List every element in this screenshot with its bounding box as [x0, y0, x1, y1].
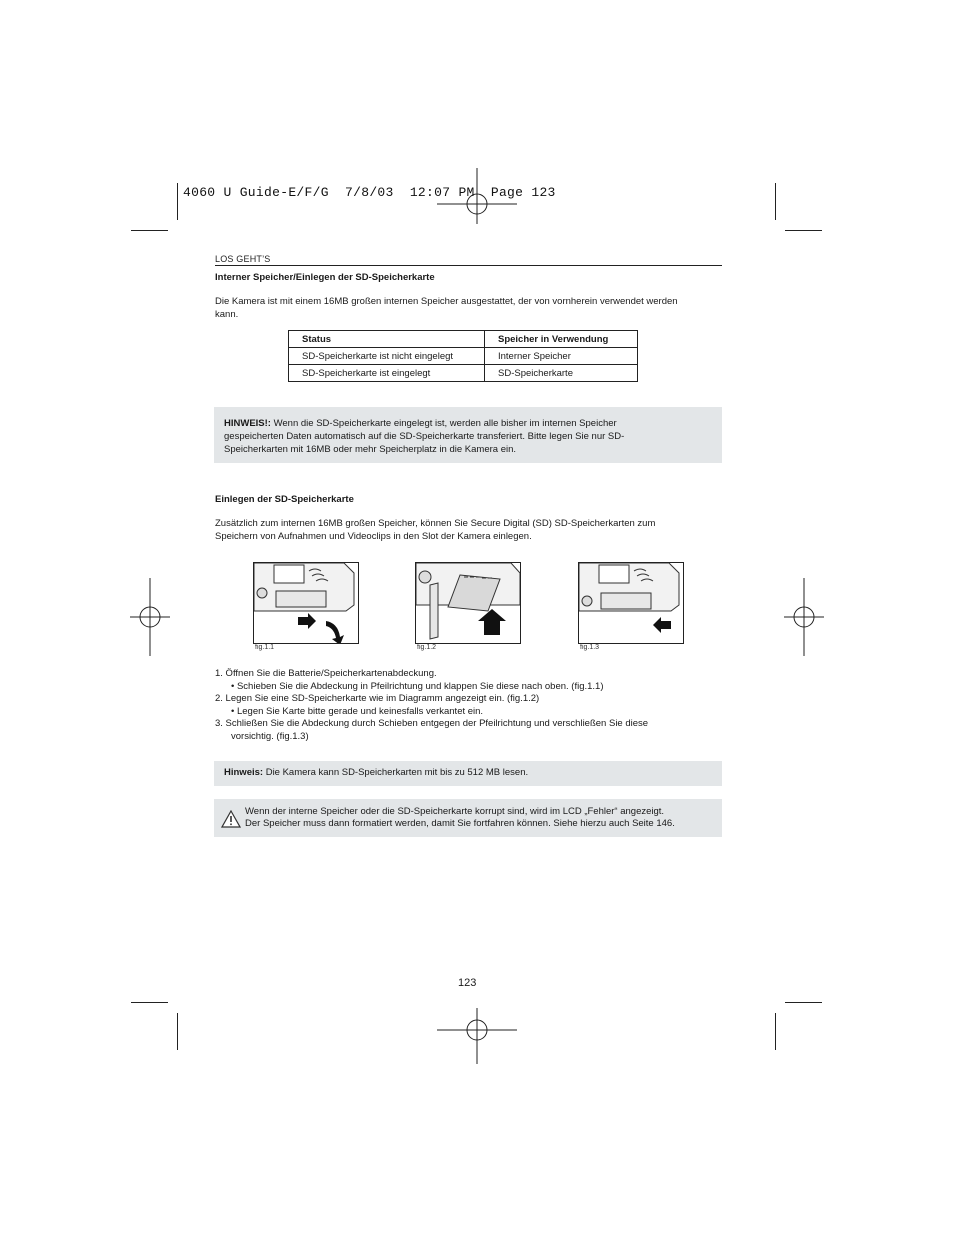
note-text: Die Kamera kann SD-Speicherkarten mit bis zu 512 MB lesen. — [263, 767, 529, 778]
note-line-3: Speicherkarten mit 16MB oder mehr Speicherplatz in die Kamera ein. — [224, 444, 517, 455]
note-label: HINWEIS!: — [224, 418, 271, 429]
page-number: 123 — [458, 977, 477, 989]
figure-1-2 — [415, 562, 521, 644]
insert-card-line-1: Zusätzlich zum internen 16MB großen Speicher, können Sie Secure Digital (SD) SD-Speicherkarten zum — [215, 518, 656, 529]
intro-line-2: kann. — [215, 309, 239, 320]
insert-card-heading: Einlegen der SD-Speicherkarte — [215, 494, 354, 505]
figure-1-1 — [253, 562, 359, 644]
step-2: 2. Legen Sie eine SD-Speicherkarte wie im Diagramm angezeigt ein. (fig.1.2) — [215, 693, 540, 704]
note-line-1 — [224, 418, 617, 431]
table-cell: Interner Speicher — [485, 348, 638, 365]
step-1: 1. Öffnen Sie die Batterie/Speicherkartenabdeckung. — [215, 668, 437, 679]
figure-caption: fig.1.1 — [255, 644, 275, 651]
table-cell: SD-Speicherkarte ist eingelegt — [289, 365, 485, 382]
table-header-memory: Speicher in Verwendung — [485, 331, 638, 348]
registration-mark-icon — [437, 1008, 517, 1064]
crop-mark — [785, 230, 822, 231]
table-header-row — [289, 331, 638, 348]
registration-mark-icon — [130, 578, 170, 656]
crop-mark — [177, 183, 178, 220]
table-cell: SD-Speicherkarte — [485, 365, 638, 382]
insert-card-line-2: Speichern von Aufnahmen und Videoclips in den Slot der Kamera einlegen. — [215, 531, 532, 542]
crop-mark — [775, 183, 776, 220]
note-box — [214, 761, 722, 786]
table-header-status: Status — [289, 331, 485, 348]
table-row — [289, 348, 638, 365]
table-cell: SD-Speicherkarte ist nicht eingelegt — [289, 348, 485, 365]
step-3: 3. Schließen Sie die Abdeckung durch Schieben entgegen der Pfeilrichtung und verschließen Sie diese — [215, 718, 649, 729]
step-2-bullet: • Legen Sie Karte bitte gerade und keinesfalls verkantet ein. — [231, 706, 484, 717]
figure-caption: fig.1.2 — [417, 644, 437, 651]
intro-line-1: Die Kamera ist mit einem 16MB großen internen Speicher ausgestattet, der von vornherein verwendet werden — [215, 296, 678, 307]
figure-caption: fig.1.3 — [580, 644, 600, 651]
crop-mark — [785, 1002, 822, 1003]
note-line — [224, 767, 528, 780]
note-label: Hinweis: — [224, 767, 264, 778]
internal-memory-heading: Interner Speicher/Einlegen der SD-Speicherkarte — [215, 272, 435, 283]
note-text: Wenn die SD-Speicherkarte eingelegt ist, werden alle bisher im internen Speicher — [270, 418, 617, 429]
registration-mark-icon — [784, 578, 824, 656]
crop-mark — [177, 1013, 178, 1050]
camera-cover-open-illustration — [254, 563, 358, 643]
crop-mark — [131, 1002, 168, 1003]
warning-box — [214, 799, 722, 837]
step-1-bullet: • Schieben Sie die Abdeckung in Pfeilrichtung und klappen Sie diese nach oben. (fig.1.1) — [231, 681, 604, 692]
crop-mark — [131, 230, 168, 231]
warning-triangle-icon — [221, 810, 241, 828]
section-label: LOS GEHT’S — [215, 254, 271, 264]
crop-mark — [775, 1013, 776, 1050]
print-slug: 4060 U Guide-E/F/G 7/8/03 12:07 PM Page 123 — [183, 185, 556, 200]
table-row — [289, 365, 638, 382]
sd-card-insert-illustration — [416, 563, 520, 643]
section-rule — [215, 265, 722, 266]
note-line-2: gespeicherten Daten automatisch auf die SD-Speicherkarte transferiert. Bitte legen Sie nur SD- — [224, 431, 625, 442]
note-box — [214, 407, 722, 463]
figure-1-3 — [578, 562, 684, 644]
memory-status-table — [288, 330, 638, 382]
step-3-continued: vorsichtig. (fig.1.3) — [231, 731, 309, 742]
warning-line-1: Wenn der interne Speicher oder die SD-Speicherkarte korrupt sind, wird im LCD „Fehler“ angezeigt. — [245, 806, 665, 817]
warning-line-2: Der Speicher muss dann formatiert werden, damit Sie fortfahren können. Siehe hierzu auch Seite 146. — [245, 818, 675, 829]
camera-cover-close-illustration — [579, 563, 683, 643]
